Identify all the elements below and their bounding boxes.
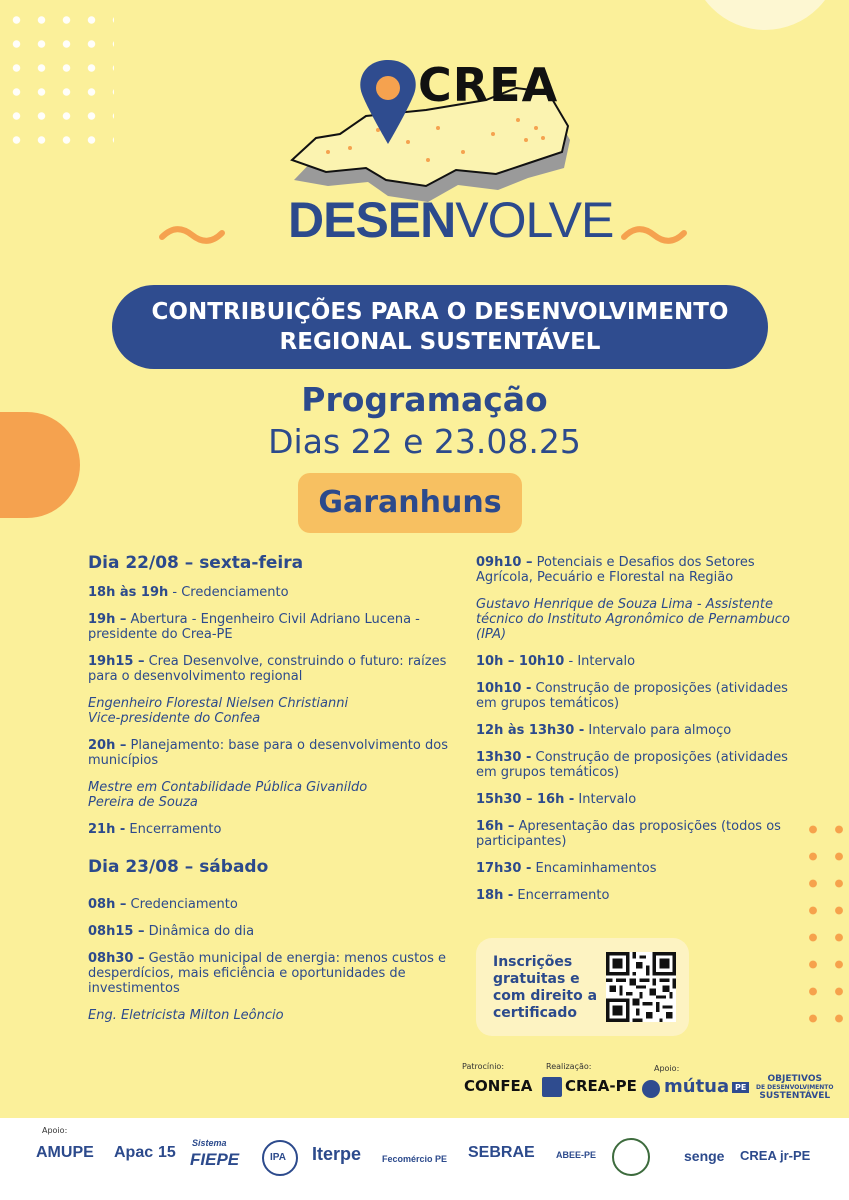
swirl-left-icon <box>158 225 228 247</box>
decorative-dots-top-left <box>4 8 114 158</box>
schedule-item <box>476 819 796 849</box>
mutua-pe-badge: PE <box>732 1082 749 1093</box>
schedule-item <box>88 654 448 684</box>
decorative-dots-right <box>800 816 849 1026</box>
item-text: Credenciamento <box>130 897 238 912</box>
item-time: 09h10 – <box>476 555 533 570</box>
desenvolve-bold: DESEN <box>288 192 456 248</box>
item-text: Intervalo <box>577 654 636 669</box>
item-text: Apresentação das proposições (todos os participantes) <box>476 819 781 849</box>
schedule-item <box>88 822 448 837</box>
item-text: Crea Desenvolve, construindo o futuro: raízes para o desenvolvimento regional <box>88 654 447 684</box>
sebrae-logo: SEBRAE <box>468 1144 535 1161</box>
patrocinio-label: Patrocínio: <box>462 1062 505 1071</box>
programacao-dates: Dias 22 e 23.08.25 <box>268 422 581 461</box>
desenvolve-light: VOLVE <box>455 192 614 248</box>
item-time: 18h às 19h <box>88 585 169 600</box>
item-time: 16h – <box>476 819 515 834</box>
schedule-item <box>476 723 796 738</box>
item-text: Encerramento <box>129 822 222 837</box>
item-sep: - <box>168 585 182 600</box>
item-time: 12h às 13h30 - <box>476 723 585 738</box>
item-text: Encerramento <box>517 888 610 903</box>
item-time: 15h30 – 16h - <box>476 792 575 807</box>
title-banner <box>112 285 768 369</box>
item-text: Gestão municipal de energia: menos custos e desperdícios, mais eficiência e oportunidades de investimentos <box>88 951 447 996</box>
schedule-item <box>476 888 796 903</box>
registration-text: Inscrições gratuitas e com direito a certificado <box>493 954 598 1021</box>
item-time: 08h30 – <box>88 951 145 966</box>
item-text: Intervalo para almoço <box>588 723 732 738</box>
ods-line: OBJETIVOS <box>767 1074 822 1084</box>
speaker-credit <box>88 780 448 810</box>
schedule-item <box>88 738 448 768</box>
ods-logo <box>756 1074 833 1101</box>
realizacao-label: Realização: <box>546 1062 592 1071</box>
schedule-item <box>476 861 796 876</box>
item-text: Intervalo <box>578 792 637 807</box>
speaker-line: Engenheiro Florestal Nielsen Christianni <box>88 696 349 711</box>
fiepe-logo: FIEPE <box>190 1150 240 1169</box>
apac-logo: Apac <box>114 1144 154 1161</box>
crea-jr-pe-logo: CREA jr-PE <box>740 1148 811 1163</box>
mutua-emblem-icon <box>642 1080 660 1098</box>
item-text: Construção de proposições (atividades em grupos temáticos) <box>476 750 788 780</box>
desenvolve-logo-word <box>288 190 614 250</box>
abee-pe-logo: ABEE-PE <box>556 1150 597 1160</box>
item-time: 20h – <box>88 738 127 753</box>
item-time: 08h15 – <box>88 924 145 939</box>
city-badge: Garanhuns <box>298 473 522 533</box>
speaker-line: Vice-presidente do Confea <box>88 711 261 726</box>
swirl-right-icon <box>620 225 690 247</box>
schedule-item <box>88 897 448 912</box>
item-time: 21h - <box>88 822 126 837</box>
crea-logo-word: CREA <box>418 58 559 112</box>
item-text: Construção de proposições (atividades em grupos temáticos) <box>476 681 788 711</box>
item-text: Encaminhamentos <box>535 861 657 876</box>
banner-line-2: REGIONAL SUSTENTÁVEL <box>279 329 601 355</box>
registration-box[interactable] <box>476 938 689 1036</box>
crea-pe-emblem-icon <box>542 1077 562 1097</box>
ods-line: DE DESENVOLVIMENTO <box>756 1084 834 1091</box>
footer-sponsors-strip <box>0 1118 849 1200</box>
speaker-credit: Gustavo Henrique de Souza Lima - Assistente técnico do Instituto Agronômico de Pernambuco (IPA) <box>476 597 790 642</box>
day2-heading: Dia 23/08 – sábado <box>88 857 269 877</box>
ipa-logo: IPA <box>270 1152 286 1163</box>
item-time: 18h - <box>476 888 514 903</box>
schedule-item <box>88 612 448 642</box>
confea-logo: CONFEA <box>464 1077 533 1095</box>
item-time: 17h30 - <box>476 861 532 876</box>
item-text: Planejamento: base para o desenvolvimento dos municípios <box>88 738 448 768</box>
schedule-column-right <box>476 555 796 915</box>
item-sep: - <box>564 654 578 669</box>
speaker-credit <box>88 696 448 726</box>
schedule-item <box>476 681 796 711</box>
item-time: 10h10 - <box>476 681 532 696</box>
ods-line: SUSTENTÁVEL <box>759 1091 831 1101</box>
item-text: Potenciais e Desafios dos Setores Agrícola, Pecuário e Florestal na Região <box>476 555 755 585</box>
footer-apoio-label: Apoio: <box>42 1126 68 1135</box>
item-time: 13h30 - <box>476 750 532 765</box>
seal-emblem-icon <box>612 1138 650 1176</box>
speaker-line: Pereira de Souza <box>88 795 198 810</box>
senge-logo: senge <box>684 1148 725 1164</box>
fecomercio-logo: Fecomércio PE <box>382 1154 448 1164</box>
day1-heading: Dia 22/08 – sexta-feira <box>88 553 304 573</box>
speaker-line: Mestre em Contabilidade Pública Givanildo <box>88 780 368 795</box>
schedule-item <box>476 654 796 669</box>
banner-line-1: CONTRIBUIÇÕES PARA O DESENVOLVIMENTO <box>151 299 729 325</box>
item-text: Credenciamento <box>181 585 289 600</box>
item-time: 08h – <box>88 897 127 912</box>
schedule-item <box>88 585 448 600</box>
programacao-title: Programação <box>301 380 548 419</box>
sistema-label: Sistema <box>192 1138 227 1148</box>
schedule-item <box>476 555 796 585</box>
item-text: Abertura - Engenheiro Civil Adriano Lucena - presidente do Crea-PE <box>88 612 420 642</box>
qr-code-icon[interactable] <box>606 952 676 1022</box>
schedule-column-left <box>88 553 448 1035</box>
item-time: 19h15 – <box>88 654 145 669</box>
apoio-sponsor-label: Apoio: <box>654 1064 680 1073</box>
schedule-item <box>88 951 448 996</box>
crea-pe-logo: CREA-PE <box>565 1077 637 1095</box>
iterpe-logo: Iterpe <box>312 1144 362 1164</box>
schedule-item <box>476 792 796 807</box>
item-text: Dinâmica do dia <box>148 924 255 939</box>
mutua-logo: mútua <box>664 1076 730 1097</box>
speaker-credit: Eng. Eletricista Milton Leôncio <box>88 1008 284 1023</box>
item-time: 19h – <box>88 612 127 627</box>
schedule-item <box>88 924 448 939</box>
item-time: 10h – 10h10 <box>476 654 565 669</box>
apac-15-logo: 15 <box>158 1144 176 1161</box>
decorative-circle-top-right <box>690 0 840 30</box>
schedule-item <box>476 750 796 780</box>
amupe-logo: AMUPE <box>36 1144 94 1161</box>
